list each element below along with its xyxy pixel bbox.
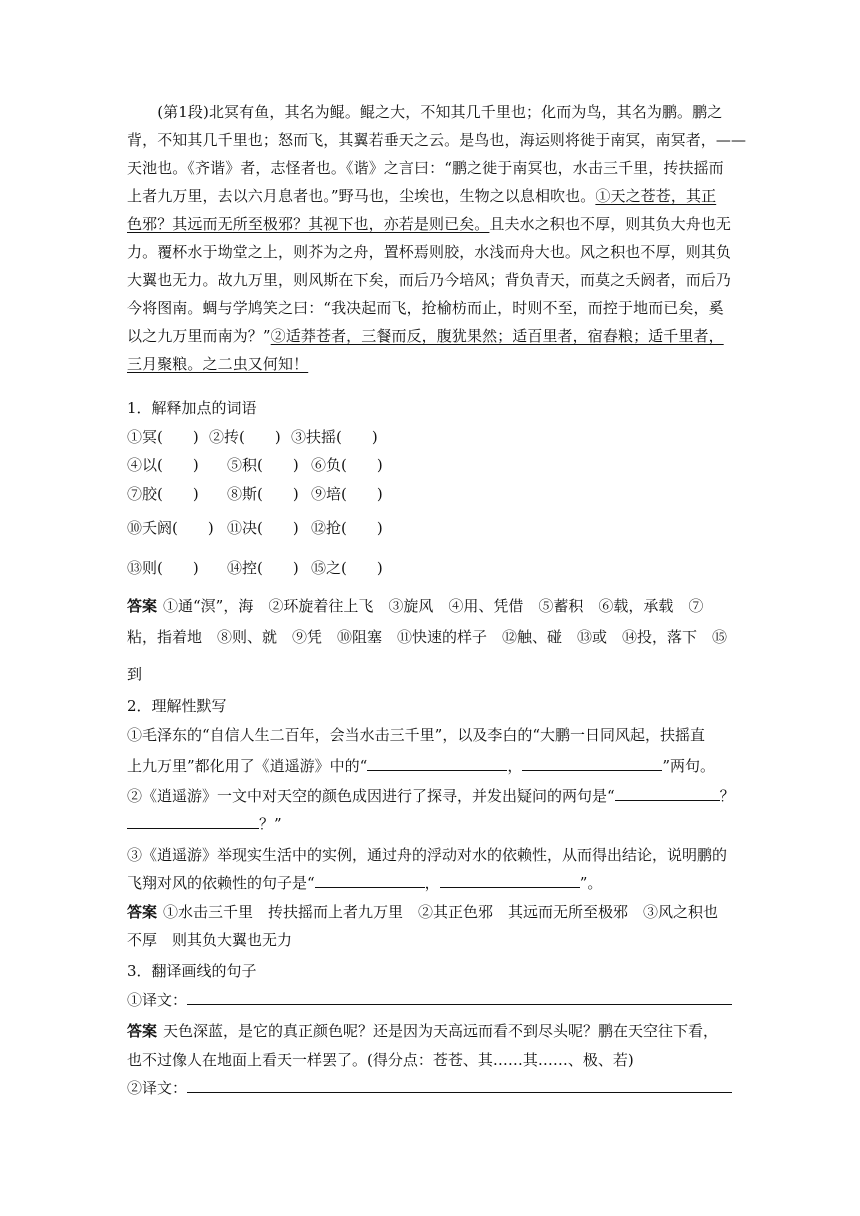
- passage-line-1: (第1段)北冥有鱼，其名为鲲。鲲之大，不知其几千里也；化而为鸟，其名为鹏。鹏之: [127, 103, 723, 121]
- q2-answer-line-1: [127, 902, 718, 922]
- q1-item-14: ⑭控( ): [227, 559, 299, 577]
- q2-answer-text-1: ①水击三千里 抟扶摇而上者九万里 ②其正色邪 其远而无所至极邪 ③风之积也: [163, 903, 719, 921]
- passage-line-4-text: 上者九万里，去以六月息者也。”野马也，尘埃也，生物之以息相吹也。: [127, 187, 596, 205]
- q1-item-5: ⑤积( ): [227, 456, 299, 474]
- q3-answer-line-2: 也不过像人在地面上看天一样罢了。(得分点：苍苍、其……其……、极、若): [127, 1051, 634, 1069]
- fill-blank-3[interactable]: [615, 786, 720, 801]
- q1-row-4: [127, 518, 397, 538]
- underlined-sentence-1-end: 色邪？其远而无所至极邪？其视下也，亦若是则已矣。: [127, 215, 490, 233]
- q1-item-11: ⑪决( ): [227, 519, 299, 537]
- q1-answer-text-1: ①通“溟”，海 ②环旋着往上飞 ③旋风 ④用、凭借 ⑤蓄积 ⑥载，承载 ⑦: [163, 597, 704, 615]
- q1-item-10: ⑩夭阏( ): [127, 519, 214, 537]
- q2-item-1-text-b: ”两句。: [662, 757, 716, 775]
- q1-item-7: ⑦胶( ): [127, 485, 199, 503]
- fill-blank-2[interactable]: [522, 756, 662, 771]
- q2-item-1-text-a: 上九万里”都化用了《逍遥游》中的“: [127, 757, 368, 775]
- q1-item-1: ①冥( ): [127, 428, 199, 446]
- q2-item-3-text-b: ”。: [579, 874, 603, 892]
- q1-item-15: ⑮之( ): [311, 559, 383, 577]
- passage-line-6: 力。覆杯水于坳堂之上，则芥为之舟，置杯焉则胶，水浅而舟大也。风之积也不厚，则其负: [127, 243, 732, 261]
- q2-item-1-sep: ，: [507, 757, 523, 775]
- passage-line-8: 今将图南。蜩与学鸠笑之曰：“我决起而飞，抢榆枋而止，时则不至，而控于地而已矣，奚: [127, 299, 724, 317]
- q3-item-1: [127, 990, 732, 1010]
- passage-line-10: [127, 354, 308, 374]
- q2-item-3-text-a: 飞翔对风的依赖性的句子是“: [127, 874, 315, 892]
- q3-answer-line-1: [127, 1021, 718, 1041]
- q3-answer-text-1: 天色深蓝，是它的真正颜色呢？还是因为天高远而看不到尽头呢？鹏在天空往下看，: [163, 1022, 719, 1040]
- fill-blank-4[interactable]: [127, 814, 259, 829]
- q2-item-3-line-2: [127, 873, 602, 893]
- underlined-sentence-1-start: ①天之苍苍，其正: [595, 187, 717, 205]
- q2-item-2-text-b: ？: [719, 787, 735, 805]
- q3-item-2: [127, 1078, 732, 1098]
- q2-answer-label: 答案: [127, 903, 158, 921]
- q1-row-2: [127, 455, 397, 475]
- passage-line-7: 大翼也无力。故九万里，则风斯在下矣，而后乃今培风；背负青天，而莫之夭阏者，而后乃: [127, 271, 732, 289]
- q1-row-1: [127, 427, 392, 447]
- q2-answer-line-2: 不厚 则其负大翼也无力: [127, 931, 293, 949]
- passage-line-9-text: 以之九万里而南为？”: [127, 327, 271, 345]
- q2-item-3-sep: ，: [424, 874, 440, 892]
- fill-blank-5[interactable]: [315, 873, 425, 888]
- q1-row-5: [127, 558, 397, 578]
- q2-item-2-line-2: [127, 814, 282, 834]
- q1-row-3: [127, 484, 397, 504]
- q2-item-2-text-c: ？”: [259, 815, 282, 833]
- q1-answer-line-1: [127, 596, 703, 616]
- passage-line-5-rest: 且夫水之积也不厚，则其负大舟也无: [489, 215, 732, 233]
- underlined-sentence-2-start: ②适莽苍者，三餐而反，腹犹果然；适百里者，宿舂粮；适千里者，: [270, 327, 724, 345]
- q1-item-2: ②抟( ): [209, 428, 281, 446]
- q2-item-1-line-2: [127, 756, 715, 776]
- q1-item-3: ③扶摇( ): [291, 428, 378, 446]
- translation-blank-1[interactable]: [187, 990, 732, 1005]
- q1-item-12: ⑫抢( ): [311, 519, 383, 537]
- underlined-sentence-2-end: 三月聚粮。之二虫又何知！: [127, 355, 309, 373]
- passage-line-3: 天池也。《齐谐》者，志怪者也。《谐》之言曰：“鹏之徙于南冥也，水击三千里，抟扶摇而: [127, 159, 724, 177]
- q1-item-9: ⑨培( ): [311, 485, 383, 503]
- question-2-title: 2．理解性默写: [127, 697, 227, 715]
- question-1-title: 1．解释加点的词语: [127, 399, 257, 417]
- q2-item-1-line-1: ①毛泽东的“自信人生二百年，会当水击三千里”，以及李白的“大鹏一日同风起，扶摇直: [127, 726, 706, 744]
- q1-answer-line-2: 粘，指着地 ⑧则、就 ⑨凭 ⑩阻塞 ⑪快速的样子 ⑫触、碰 ⑬或 ⑭投，落下 ⑮: [127, 628, 728, 646]
- passage-line-9: [127, 326, 724, 346]
- passage-line-2: 背，不知其几千里也；怒而飞，其翼若垂天之云。是鸟也，海运则将徙于南冥，南冥者，——: [127, 131, 747, 149]
- q3-answer-label: 答案: [127, 1022, 158, 1040]
- q1-item-8: ⑧斯( ): [227, 485, 299, 503]
- fill-blank-1[interactable]: [367, 756, 507, 771]
- q2-item-3-line-1: ③《逍遥游》举现实生活中的实例，通过舟的浮动对水的依赖性，从而得出结论，说明鹏的: [127, 846, 728, 864]
- q1-item-13: ⑬则( ): [127, 559, 199, 577]
- passage-line-5: [127, 214, 731, 234]
- q3-item-2-label: ②译文：: [127, 1079, 188, 1097]
- passage-line-4: [127, 186, 716, 206]
- q1-answer-label: 答案: [127, 597, 158, 615]
- q3-item-1-label: ①译文：: [127, 991, 188, 1009]
- q2-item-2-text-a: ②《逍遥游》一文中对天空的颜色成因进行了探寻，并发出疑问的两句是“: [127, 787, 615, 805]
- q1-item-6: ⑥负( ): [311, 456, 383, 474]
- q2-item-2-line-1: [127, 786, 735, 806]
- question-3-title: 3．翻译画线的句子: [127, 962, 257, 980]
- q1-item-4: ④以( ): [127, 456, 199, 474]
- q1-answer-line-3: 到: [127, 665, 143, 683]
- fill-blank-6[interactable]: [440, 873, 580, 888]
- translation-blank-2[interactable]: [187, 1078, 732, 1093]
